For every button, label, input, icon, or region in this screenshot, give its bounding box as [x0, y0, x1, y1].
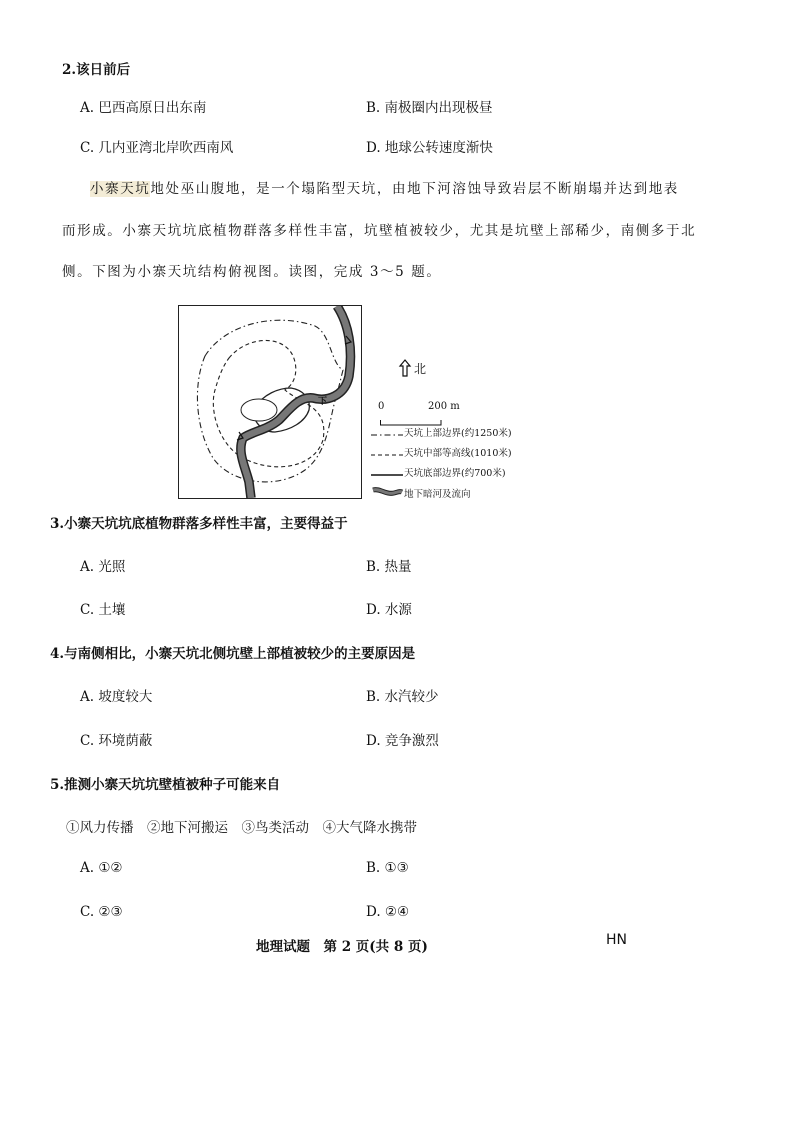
passage-line-3: 侧。下图为小寨天坑结构俯视图。读图，完成 3～5 题。 [62, 264, 442, 280]
q2-option-b: B. 南极圈内出现极昼 [366, 100, 493, 116]
page-footer: 地理试题 第 2 页(共 8 页) [256, 939, 428, 955]
north-label: 北 [414, 362, 427, 376]
q5-option-b: B. ①③ [366, 860, 409, 876]
legend-symbol-middle [370, 447, 404, 463]
q4-option-b: B. 水汽较少 [366, 689, 439, 705]
q5-items: ①风力传播 ②地下河搬运 ③鸟类活动 ④大气降水携带 [66, 820, 417, 836]
q2-stem: 2.该日前后 [62, 62, 131, 78]
passage-line-2: 而形成。小寨天坑坑底植物群落多样性丰富，坑壁植被较少，尤其是坑壁上部稀少，南侧多于北 [62, 223, 697, 239]
scale-zero: 0 [378, 401, 385, 412]
legend-bottom-text: 天坑底部边界(约700米) [404, 468, 506, 479]
passage-line-1-rest: 地处巫山腹地，是一个塌陷型天坑，由地下河溶蚀导致岩层不断崩塌并达到地表 [150, 181, 679, 197]
q2-option-d: D. 地球公转速度渐快 [366, 140, 493, 156]
q4-option-c: C. 环境荫蔽 [80, 733, 153, 749]
q4-option-d: D. 竞争激烈 [366, 733, 439, 749]
q3-option-a: A. 光照 [80, 559, 126, 575]
q3-option-c: C. 土壤 [80, 602, 126, 618]
scale-max: 200 m [428, 401, 460, 412]
legend-symbol-bottom [370, 467, 404, 483]
passage-line-1 [90, 177, 679, 197]
collapse-block [241, 399, 277, 421]
q3-stem: 3.小寨天坑坑底植物群落多样性丰富，主要得益于 [50, 516, 348, 532]
q2-option-a: A. 巴西高原日出东南 [80, 100, 207, 116]
north-arrow-icon [398, 359, 412, 377]
q5-option-c: C. ②③ [80, 904, 123, 920]
q5-stem: 5.推测小寨天坑坑壁植被种子可能来自 [50, 777, 281, 793]
sinkhole-map [178, 305, 362, 499]
legend-river-text: 地下暗河及流向 [404, 489, 471, 500]
q4-stem: 4.与南侧相比，小寨天坑北侧坑壁上部植被较少的主要原因是 [50, 646, 416, 662]
region-mark: HN [606, 932, 627, 948]
river-label: 下 [318, 397, 328, 407]
legend-upper-text: 天坑上部边界(约1250米) [404, 428, 512, 439]
q3-option-b: B. 热量 [366, 559, 412, 575]
q5-option-d: D. ②④ [366, 904, 410, 920]
passage-highlight: 小寨天坑 [90, 181, 151, 197]
q5-option-a: A. ①② [80, 860, 123, 876]
legend-symbol-upper [370, 427, 404, 443]
legend-symbol-river [372, 485, 404, 501]
q3-option-d: D. 水源 [366, 602, 412, 618]
north-arrow [398, 359, 412, 381]
q4-option-a: A. 坡度较大 [80, 689, 153, 705]
sinkhole-map-drawing [179, 306, 361, 498]
q2-option-c: C. 几内亚湾北岸吹西南风 [80, 140, 234, 156]
legend-middle-text: 天坑中部等高线(1010米) [404, 448, 512, 459]
